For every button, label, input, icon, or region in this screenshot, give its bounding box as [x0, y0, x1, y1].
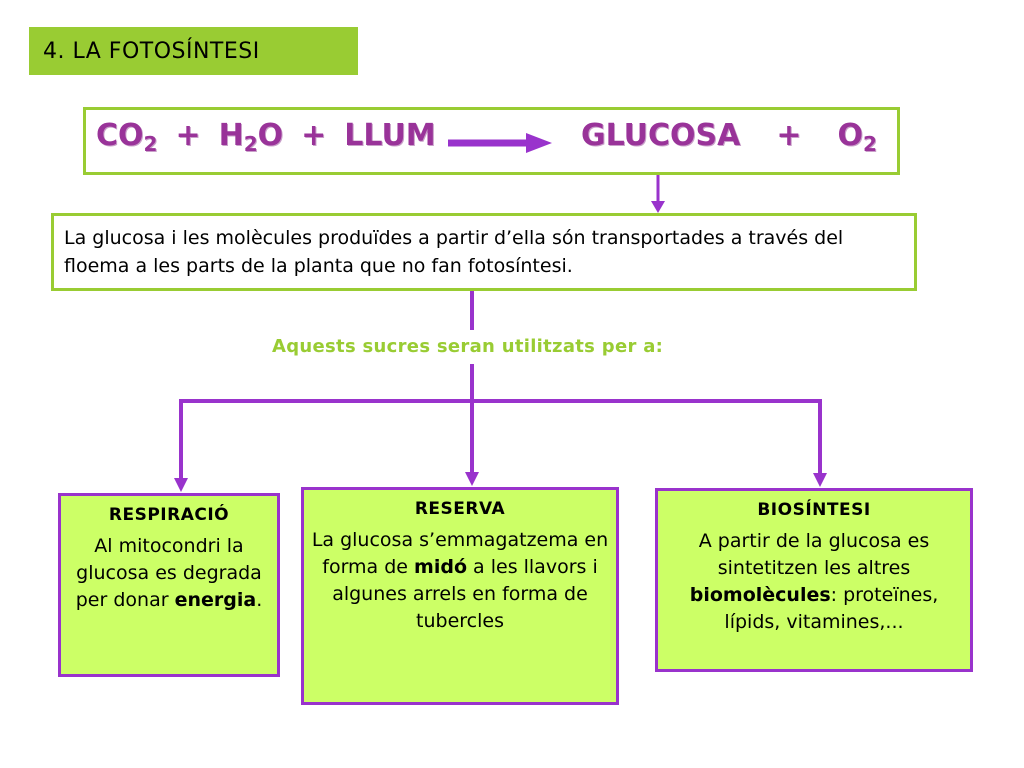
- card-reserva-heading: RESERVA: [414, 499, 506, 519]
- branch-right-head: [813, 473, 827, 487]
- card-biosintesi-text: A partir de la glucosa es sintetitzen les altres biomolècules: proteïnes, lípids, vitamines,...: [689, 530, 939, 633]
- branch-middle-head: [465, 472, 479, 486]
- reaction-arrow-head: [526, 133, 552, 153]
- card-biosintesi: [655, 488, 973, 672]
- transport-info: La glucosa i les molècules produïdes a partir d’ella són transportades a través del floema a les parts de la planta que no fan fotosíntesi.: [51, 213, 917, 291]
- section-title: 4. LA FOTOSÍNTESI: [29, 27, 358, 75]
- arrow-equation-to-info-head: [651, 201, 665, 213]
- equation-reactants: $CO_2 + H_2O$ + LLUM: [96, 118, 436, 156]
- card-respiracio: [58, 493, 280, 677]
- card-reserva: [301, 487, 619, 705]
- card-respiracio-heading: RESPIRACIÓ: [108, 505, 230, 525]
- card-biosintesi-heading: BIOSÍNTESI: [757, 500, 871, 520]
- card-reserva-text: La glucosa s’emmagatzema en forma de midó a les llavors i algunes arrels en forma de tubercles: [311, 529, 609, 632]
- uses-subtitle: Aquests sucres seran utilitzats per a:: [272, 336, 664, 357]
- card-respiracio-text: Al mitocondri la glucosa es degrada per donar energia.: [75, 535, 263, 611]
- branch-left-head: [174, 478, 188, 492]
- equation-products: GLUCOSA + $O_2$: [581, 118, 877, 156]
